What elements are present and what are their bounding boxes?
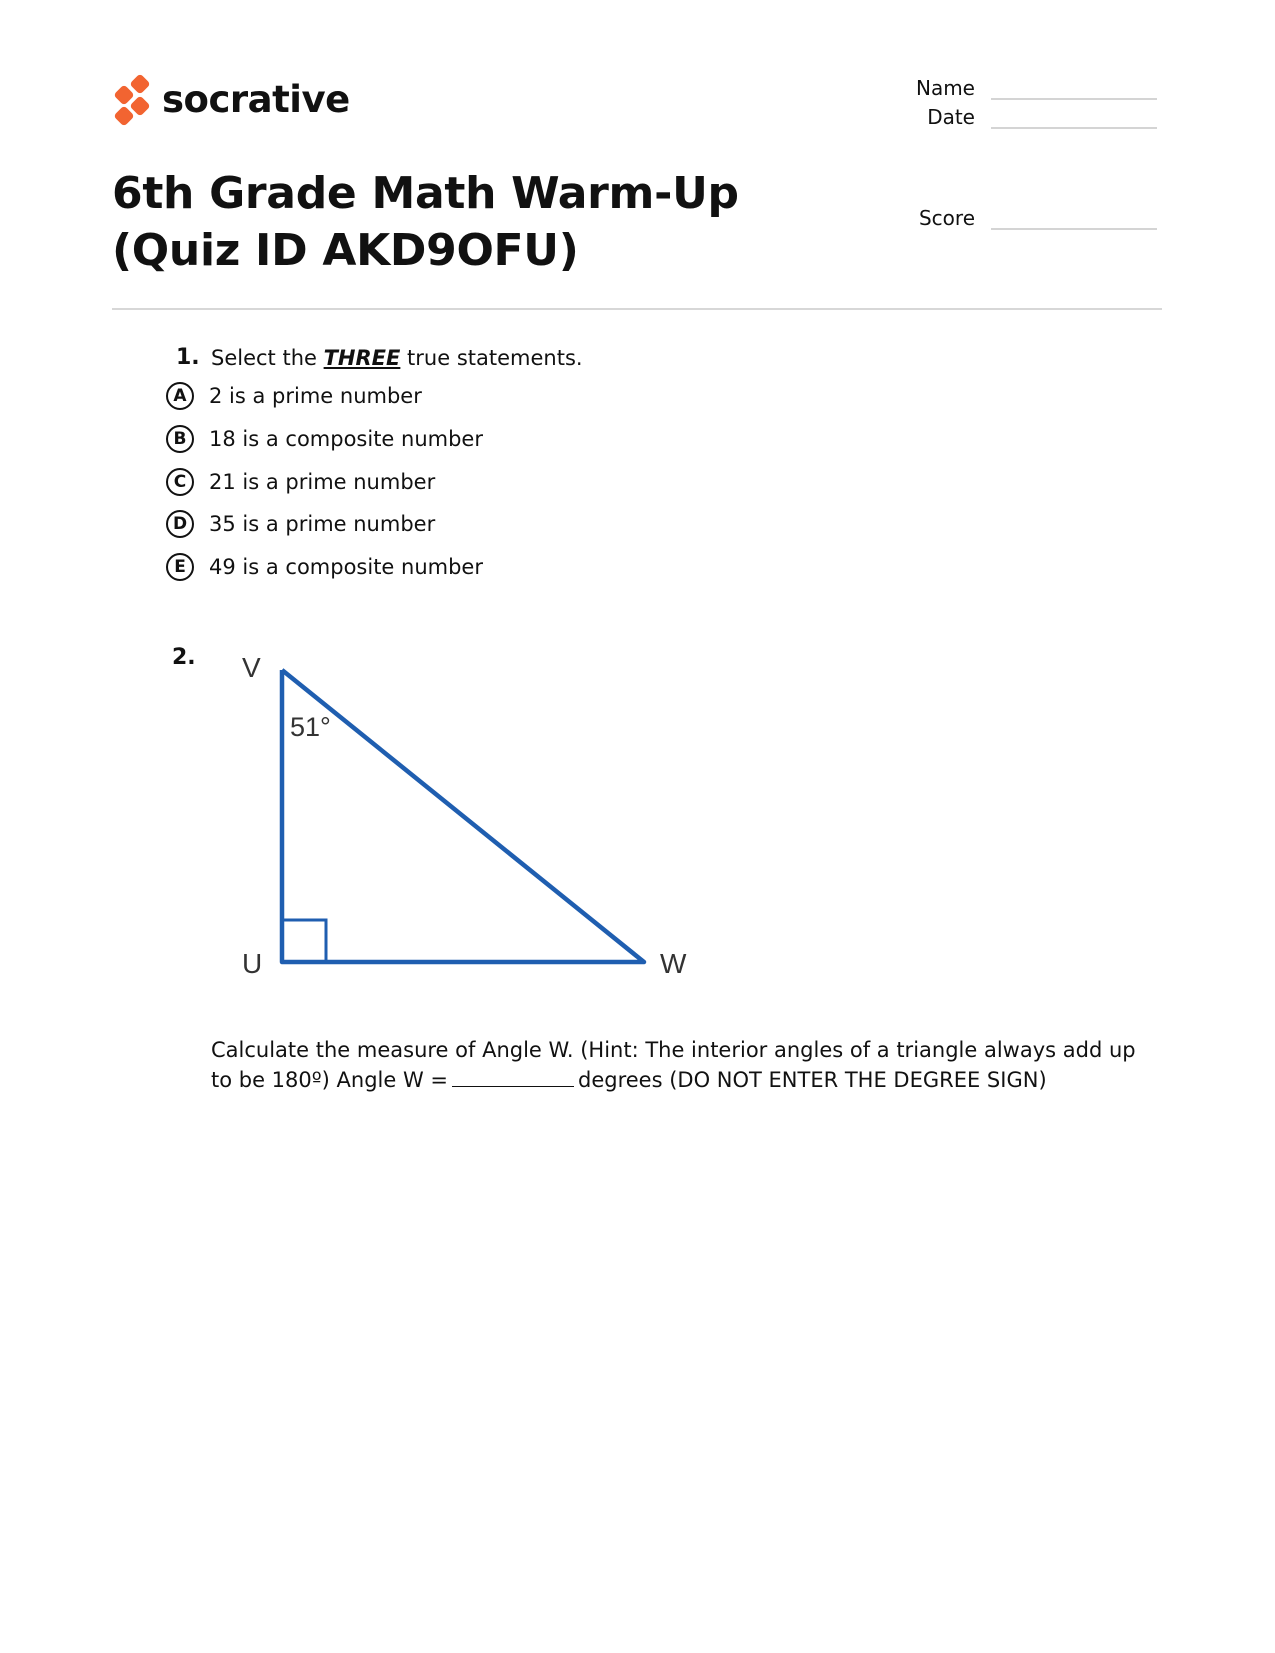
name-line[interactable]: [991, 78, 1157, 100]
option-c[interactable]: [166, 466, 435, 498]
name-label: Name: [915, 76, 975, 100]
option-bubble[interactable]: C: [166, 468, 194, 496]
date-label: Date: [927, 105, 975, 129]
option-a[interactable]: [166, 380, 422, 412]
name-field[interactable]: [911, 76, 1157, 100]
option-text: 21 is a prime number: [209, 470, 436, 494]
prompt-text: Select the: [211, 346, 324, 370]
option-text: 2 is a prime number: [209, 384, 422, 408]
brand-name: socrative: [162, 77, 350, 121]
vertex-w-label: W: [660, 948, 687, 979]
option-e[interactable]: [166, 551, 483, 583]
triangle-diagram: [230, 650, 700, 990]
prompt-text: Calculate the measure of Angle W. (Hint: The interior angles of a triangle always add up to be 180º) Angle W =: [211, 1038, 1136, 1092]
score-field[interactable]: [911, 206, 1157, 230]
answer-blank[interactable]: [452, 1066, 574, 1087]
date-line[interactable]: [991, 107, 1157, 129]
vertex-u-label: U: [242, 948, 263, 979]
socrative-logo: [112, 74, 350, 124]
header-divider: [112, 308, 1162, 310]
question-2-prompt: [211, 1035, 1141, 1095]
option-text: 18 is a composite number: [209, 427, 483, 451]
option-bubble[interactable]: E: [166, 553, 194, 581]
prompt-text: degrees (DO NOT ENTER THE DEGREE SIGN): [578, 1068, 1047, 1092]
logo-hexagons-icon: [112, 74, 152, 124]
option-d[interactable]: [166, 508, 435, 540]
question-1-prompt: [211, 346, 583, 370]
date-field[interactable]: [911, 105, 1157, 129]
quiz-title: 6th Grade Math Warm-Up (Quiz ID AKD9OFU): [112, 168, 739, 276]
option-text: 35 is a prime number: [209, 512, 436, 536]
vertex-v-label: V: [242, 652, 261, 683]
question-2-number: 2.: [172, 645, 196, 670]
option-bubble[interactable]: D: [166, 510, 194, 538]
prompt-emphasis: THREE: [323, 346, 401, 370]
right-triangle-figure: [230, 650, 700, 990]
score-line[interactable]: [991, 208, 1157, 230]
angle-v-label: 51°: [290, 712, 331, 742]
question-1-number: 1.: [176, 345, 200, 370]
option-bubble[interactable]: A: [166, 382, 194, 410]
prompt-text: true statements.: [400, 346, 583, 370]
option-text: 49 is a composite number: [209, 555, 483, 579]
option-bubble[interactable]: B: [166, 425, 194, 453]
score-label: Score: [918, 206, 975, 230]
option-b[interactable]: [166, 423, 483, 455]
